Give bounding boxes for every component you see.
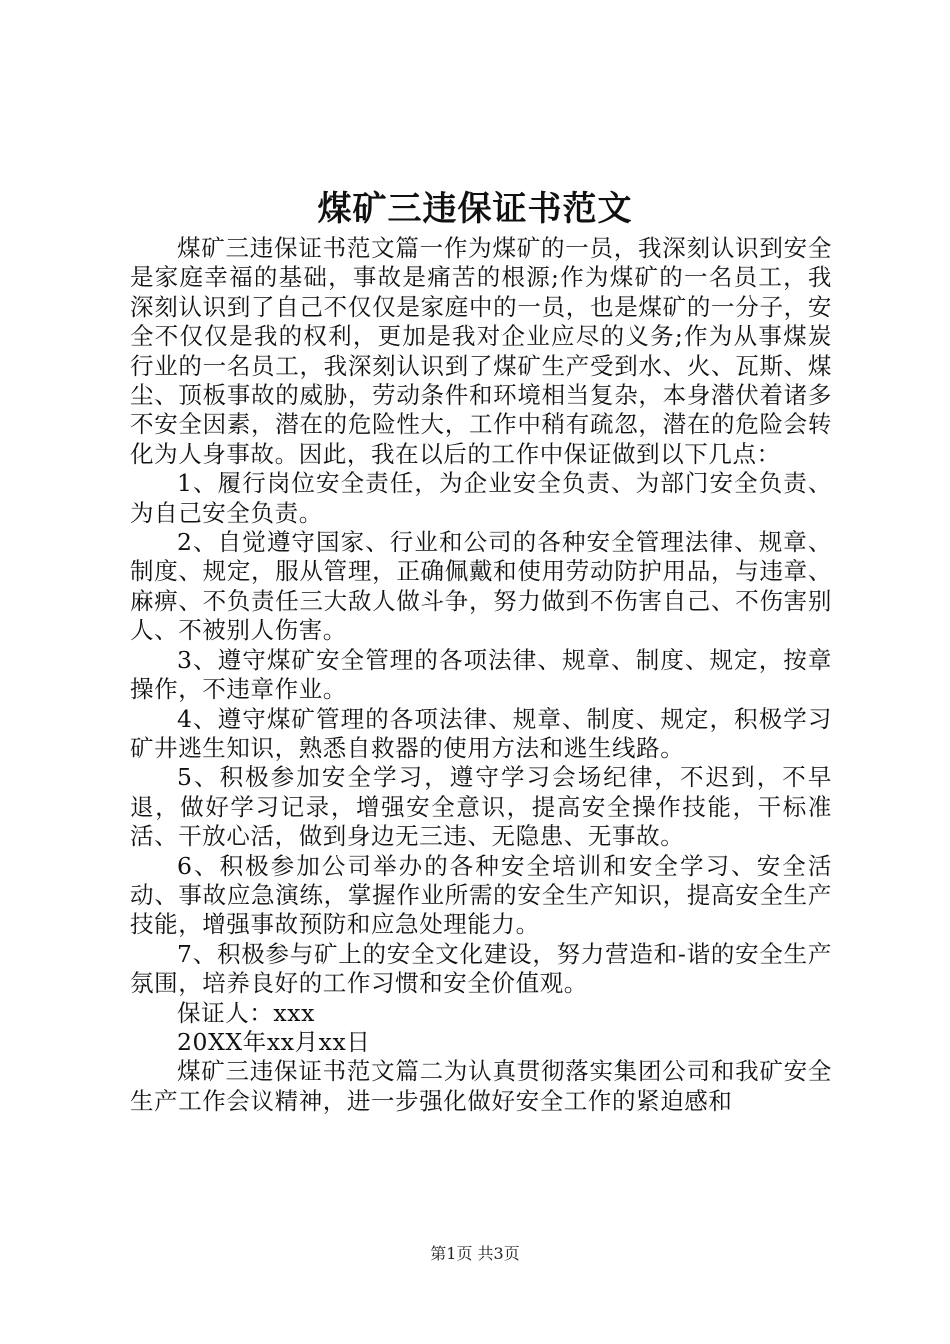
paragraph-item-7: 7、积极参与矿上的安全文化建设，努力营造和-谐的安全生产氛围，培养良好的工作习惯和安全价值观。 bbox=[130, 939, 832, 998]
paragraph-item-2: 2、自觉遵守国家、行业和公司的各种安全管理法律、规章、制度、规定，服从管理，正确佩戴和使用劳动防护用品，与违章、麻痹、不负责任三大敌人做斗争，努力做到不伤害自己、不伤害别人、不被别人伤害。 bbox=[130, 528, 832, 645]
guarantor-line: 保证人：xxx bbox=[177, 998, 315, 1027]
document-body bbox=[130, 234, 832, 1116]
document-title: 煤矿三违保证书范文 bbox=[317, 189, 633, 229]
paragraph-part-two: 煤矿三违保证书范文篇二为认真贯彻落实集团公司和我矿安全生产工作会议精神，进一步强化做好安全工作的紧迫感和 bbox=[130, 1057, 832, 1115]
page-number-footer: 第1页 共3页 bbox=[430, 1244, 520, 1263]
paragraph-item-4: 4、遵守煤矿管理的各项法律、规章、制度、规定，积极学习矿井逃生知识，熟悉自救器的使用方法和逃生线路。 bbox=[130, 704, 832, 762]
paragraph-item-3: 3、遵守煤矿安全管理的各项法律、规章、制度、规定，按章操作，不违章作业。 bbox=[130, 645, 832, 704]
paragraph-item-6: 6、积极参加公司举办的各种安全培训和安全学习、安全活动、事故应急演练，掌握作业所需的安全生产知识，提高安全生产技能，增强事故预防和应急处理能力。 bbox=[130, 851, 832, 939]
paragraph-intro: 煤矿三违保证书范文篇一作为煤矿的一员，我深刻认识到安全是家庭幸福的基础，事故是痛苦的根源;作为煤矿的一名员工，我深刻认识到了自己不仅仅是家庭中的一员，也是煤矿的一分子，安全不仅仅是我的权利，更加是我对企业应尽的义务;作为从事煤炭行业的一名员工，我深刻认识到了煤矿生产受到水、火、瓦斯、煤尘、顶板事故的威胁，劳动条件和环境相当复杂，本身潜伏着诸多不安全因素，潜在的危险性大，工作中稍有疏忽，潜在的危险会转化为人身事故。因此，我在以后的工作中保证做到以下几点： bbox=[130, 234, 832, 468]
date-line: 20XX年xx月xx日 bbox=[177, 1027, 371, 1056]
paragraph-item-1: 1、履行岗位安全责任，为企业安全负责、为部门安全负责、为自己安全负责。 bbox=[130, 469, 832, 527]
paragraph-item-5: 5、积极参加安全学习，遵守学习会场纪律，不迟到，不早退，做好学习记录，增强安全意识，提高安全操作技能，干标准活、干放心活，做到身边无三违、无隐患、无事故。 bbox=[130, 763, 832, 851]
